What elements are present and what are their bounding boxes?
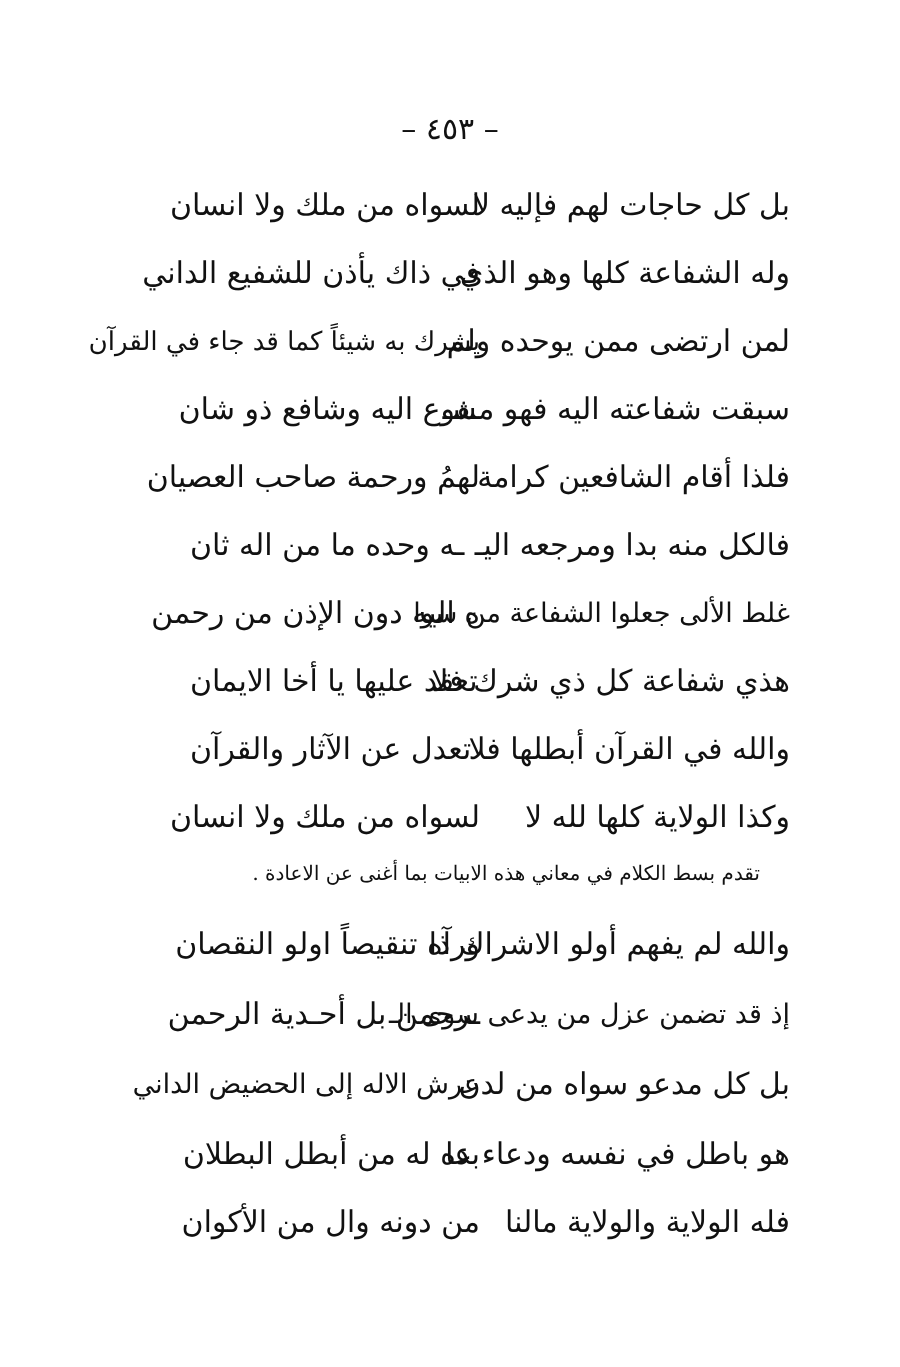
verse-second-hemistich: ه اليه دون الإذن من رحمن: [151, 596, 480, 631]
verse-line: [167, 990, 790, 1040]
verse-first-hemistich: والله لم يفهم أولو الاشراك ذا: [428, 927, 790, 962]
verse-second-hemistich: يشرك به شيئاً كما قد جاء في القرآن: [88, 327, 480, 357]
verse-line: [178, 385, 790, 435]
verse-first-hemistich: إذ قد تضمن عزل من يدعى سوى الـ: [388, 999, 790, 1030]
verse-first-hemistich: هو باطل في نفسه ودعاء عا: [445, 1137, 790, 1172]
verse-first-hemistich: فالكل منه بدا ومرجعه اليـ: [474, 528, 790, 563]
verse-second-hemistich: ـفوع اليه وشافع ذو شان: [178, 392, 480, 427]
verse-first-hemistich: بل كل حاجات لهم فإليه لا: [472, 188, 790, 223]
verse-second-hemistich: ورآه تنقيصاً اولو النقصان: [175, 927, 480, 962]
verse-line: [190, 657, 790, 707]
verse-line: [151, 589, 790, 639]
verse-line: [169, 181, 790, 231]
verse-second-hemistich: لهمُ ورحمة صاحب العصيان: [146, 460, 480, 495]
verse-line: [146, 453, 790, 503]
verse-first-hemistich: فلذا أقام الشافعين كرامة: [477, 460, 790, 495]
verse-first-hemistich: وكذا الولاية كلها لله لا: [525, 800, 790, 835]
verse-second-hemistich: بده له من أبطل البطلان: [182, 1137, 480, 1172]
verse-first-hemistich: بل كل مدعو سواه من لدن: [458, 1067, 790, 1102]
verse-first-hemistich: وله الشفاعة كلها وهو الذي: [459, 256, 790, 291]
verse-second-hemistich: من دونه وال من الأكوان: [181, 1205, 480, 1240]
verse-second-hemistich: في ذاك يأذن للشفيع الداني: [142, 256, 480, 291]
page-number: – ٤٥٣ –: [401, 112, 499, 147]
verse-second-hemistich: لسواه من ملك ولا انسان: [169, 800, 480, 835]
verse-first-hemistich: والله في القرآن أبطلها فلا: [468, 732, 790, 767]
verse-line: [132, 1060, 790, 1110]
verse-first-hemistich: هذي شفاعة كل ذي شرك فلا: [431, 664, 790, 699]
verse-line: [182, 1130, 790, 1180]
verse-second-hemistich: تعقد عليها يا أخا الايمان: [190, 664, 478, 699]
verse-first-hemistich: سبقت شفاعته اليه فهو مشـ: [442, 392, 790, 427]
verse-line: [169, 793, 790, 843]
verse-line: [142, 249, 790, 299]
verse-line: [190, 725, 790, 775]
verse-line: [88, 317, 790, 367]
verse-first-hemistich: غلط الألى جعلوا الشفاعة من سوا: [413, 598, 790, 629]
verse-line: [181, 1198, 790, 1248]
verse-second-hemistich: ـرحمن بل أحـدية الرحمن: [167, 997, 480, 1032]
verse-first-hemistich: لمن ارتضى ممن يوحده ولم: [446, 324, 790, 359]
verse-second-hemistich: تعدل عن الآثار والقرآن: [190, 732, 472, 767]
verse-line: [175, 920, 790, 970]
prose-note: تقدم بسط الكلام في معاني هذه الابيات بما أغنى عن الاعادة .: [252, 861, 760, 885]
verse-first-hemistich: فله الولاية والولاية مالنا: [504, 1205, 790, 1240]
verse-second-hemistich: عرش الاله إلى الحضيض الداني: [132, 1069, 480, 1100]
verse-second-hemistich: ـه وحده ما من اله ثان: [190, 528, 465, 563]
verse-line: [190, 521, 790, 571]
verse-second-hemistich: لسواه من ملك ولا انسان: [169, 188, 480, 223]
